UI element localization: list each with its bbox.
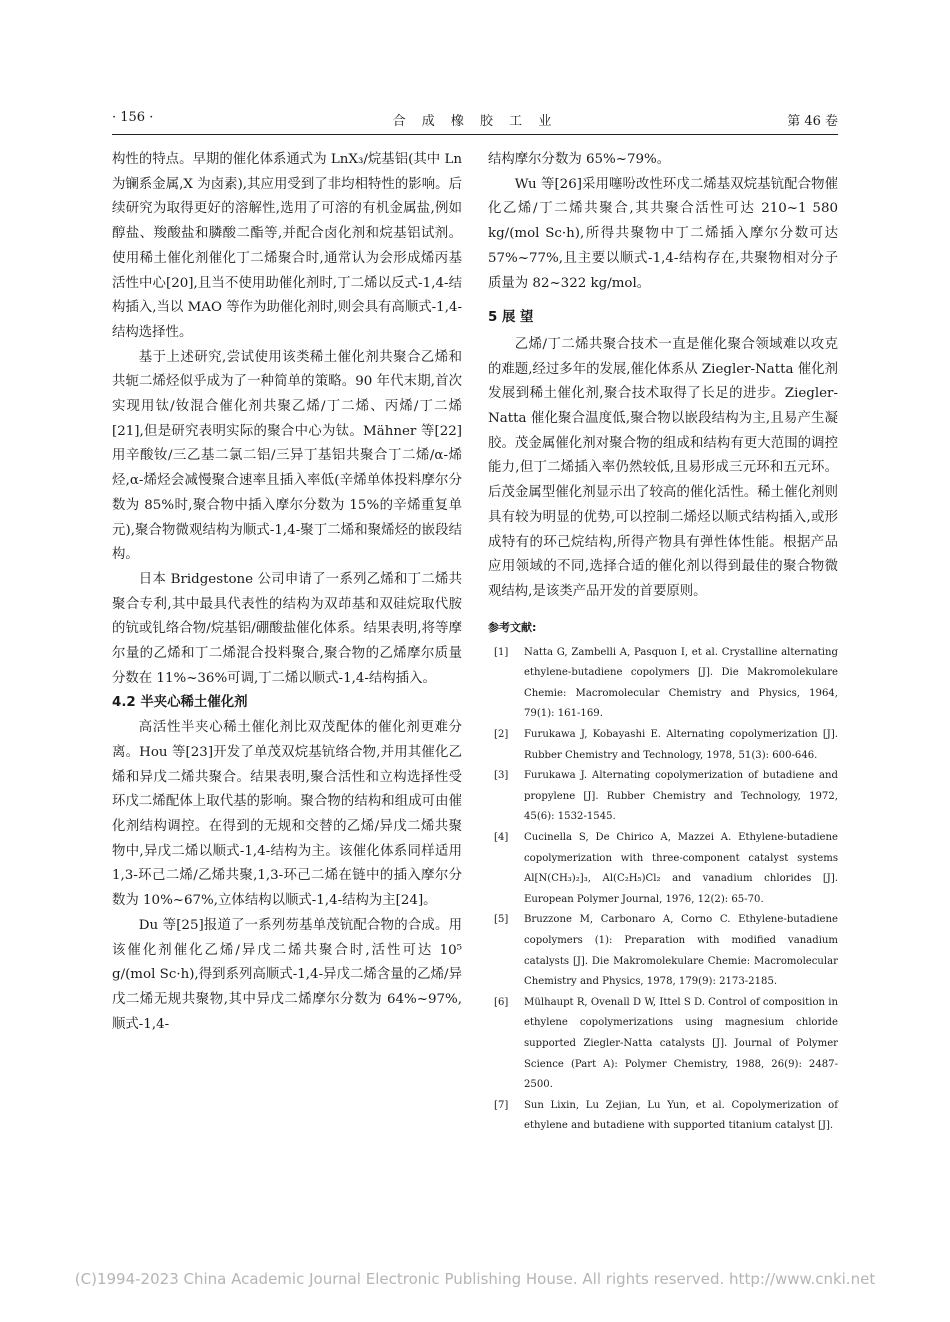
reference-text: Sun Lixin, Lu Zejian, Lu Yun, et al. Copolymerization of ethylene and butadiene with supported titanium catalyst [J]. [524,1099,838,1132]
paragraph: 结构摩尔分数为 65%~79%。 [488,152,671,167]
reference-item [488,766,838,828]
page-header [112,110,838,136]
reference-number: [3] [494,770,509,782]
reference-item [488,1096,838,1137]
volume-label: 第 46 卷 [787,114,838,129]
right-column [488,148,838,1137]
paragraph: 日本 Bridgestone 公司申请了一系列乙烯和丁二烯共聚合专利,其中最具代表性的结构为双茚基和双硅烷取代胺的钪或钆络合物/烷基铝/硼酸盐催化体系。结果表明,将等摩尔量的乙烯和丁二烯混合投料聚合,聚合物的乙烯摩尔质量分数在 11%~36%可调,丁二烯以顺式-1,4-结构插入。 [112,571,462,686]
paragraph: Wu 等[26]采用噻吩改性环戊二烯基双烷基钪配合物催化乙烯/丁二烯共聚合,其共聚合活性可达 210~1 580 kg/(mol Sc·h),所得共聚物中丁二烯插入摩尔分数可达 57%~77%,且主要以顺式-1,4-结构存在,共聚物相对分子质量为 82~322 kg/mol。 [488,176,838,291]
reference-item [488,910,838,992]
reference-text: Cucinella S, De Chirico A, Mazzei A. Ethylene-butadiene copolymerization with three-component catalyst systems Al[N(CH₃)₂]₃, Al(C₂H₅)Cl₂ and vanadium chlorides [J]. European Polymer Journal, 1976, 12(2): 65-70. [524,832,838,905]
reference-number: [1] [494,646,509,658]
reference-item [488,725,838,766]
reference-text: Furukawa J, Kobayashi E. Alternating copolymerization [J]. Rubber Chemistry and Technology, 1978, 51(3): 600-646. [524,729,838,761]
section-heading-4-2: 4.2 半夹心稀土催化剂 [112,695,248,711]
reference-text: Bruzzone M, Carbonaro A, Corno C. Ethylene-butadiene copolymers (1): Preparation with modified vanadium catalysts [J]. Die Makromolekulare Chemie: Macromolecular Chemistry and Physics, 1978, 179(9): 2173-2185. [524,914,838,988]
header-rule [112,134,838,135]
reference-number: [7] [494,1099,509,1111]
copyright-footer: (C)1994-2023 China Academic Journal Electronic Publishing House. All rights reserved. http://www.cnki.net [74,1270,876,1288]
reference-item [488,828,838,910]
paragraph: 乙烯/丁二烯共聚合技术一直是催化聚合领域难以攻克的难题,经过多年的发展,催化体系从 Ziegler-Natta 催化剂发展到稀土催化剂,聚合技术取得了长足的进步。Ziegler-Natta 催化聚合温度低,聚合物以嵌段结构为主,且易产生凝胶。茂金属催化剂对聚合物的组成和结构有更大范围的调控能力,但丁二烯插入率仍然较低,且易形成三元环和五元环。后茂金属型催化剂显示出了较高的催化活性。稀土催化剂则具有较为明显的优势,可以控制二烯烃以顺式结构插入,或形成特有的环己烷结构,所得产物具有弹性体性能。根据产品应用领域的不同,选择合适的催化剂以得到最佳的聚合物微观结构,是该类产品开发的首要原则。 [488,336,838,599]
section-heading-5: 5 展 望 [488,310,534,326]
left-column [112,148,462,1037]
reference-number: [2] [494,729,509,741]
reference-list [488,643,838,1137]
reference-text: Mülhaupt R, Ovenall D W, Ittel S D. Control of composition in ethylene copolymerizations using magnesium chloride supported Ziegler-Natta catalysts [J]. Journal of Polymer Science (Part A): Polymer Chemistry, 1988, 26(9): 2487-2500. [524,996,838,1091]
reference-number: [4] [494,832,509,843]
page-number: · 156 · [112,110,154,125]
paragraph: 高活性半夹心稀土催化剂比双茂配体的催化剂更难分离。Hou 等[23]开发了单茂双烷基钪络合物,并用其催化乙烯和异戊二烯共聚合。结果表明,聚合活性和立构选择性受环戊二烯配体上取代基的影响。聚合物的结构和组成可由催化剂结构调控。在得到的无规和交替的乙烯/异戊二烯共聚物中,异戊二烯以顺式-1,4-结构为主。该催化体系同样适用 1,3-环己二烯/乙烯共聚,1,3-环己二烯在链中的插入摩尔分数为 10%~67%,立体结构以顺式-1,4-结构为主[24]。 [112,720,462,909]
reference-number: [5] [494,914,509,926]
references-title: 参考文献: [488,620,537,634]
paragraph: 构性的特点。早期的催化体系通式为 LnX₃/烷基铝(其中 Ln 为镧系金属,X 为卤素),其应用受到了非均相特性的影响。后续研究为取得更好的溶解性,选用了可溶的有机金属盐,例如醇盐、羧酸盐和膦酸二酯等,并配合卤化剂和烷基铝试剂。使用稀土催化剂催化丁二烯聚合时,通常认为会形成烯丙基活性中心[20],且当不使用助催化剂时,丁二烯以反式-1,4-结构插入,当以 MAO 等作为助催化剂时,则会具有高顺式-1,4-结构选择性。 [112,152,462,340]
reference-number: [6] [494,996,509,1008]
reference-item [488,643,838,725]
reference-item [488,993,838,1096]
reference-text: Natta G, Zambelli A, Pasquon I, et al. Crystalline alternating ethylene-butadiene copolymers [J]. Die Makromolekulare Chemie: Macromolecular Chemistry and Physics, 1964, 79(1): 161-169. [524,646,838,720]
reference-text: Furukawa J. Alternating copolymerization of butadiene and propylene [J]. Rubber Chemistry and Technology, 1972, 45(6): 1532-1545. [524,770,838,823]
journal-title: 合 成 橡 胶 工 业 [392,114,558,129]
paragraph: 基于上述研究,尝试使用该类稀土催化剂共聚合乙烯和共轭二烯烃似乎成为了一种简单的策略。90 年代末期,首次实现用钛/钕混合催化剂共聚乙烯/丁二烯、丙烯/丁二烯[21],但是研究表明实际的聚合中心为钛。Mähner 等[22]用辛酸钕/三乙基二氯二铝/三异丁基铝共聚合丁二烯/α-烯烃,α-烯烃会减慢聚合速率且插入率低(辛烯单体投料摩尔分数为 85%时,聚合物中插入摩尔分数为 15%的辛烯重复单元),聚合物微观结构为顺式-1,4-聚丁二烯和聚烯烃的嵌段结构。 [112,349,462,563]
paragraph: Du 等[25]报道了一系列芴基单茂钪配合物的合成。用该催化剂催化乙烯/异戊二烯共聚合时,活性可达 10⁵ g/(mol Sc·h),得到系列高顺式-1,4-异戊二烯含量的乙烯/异戊二烯无规共聚物,其中异戊二烯摩尔分数为 64%~97%,顺式-1,4- [112,917,462,1032]
